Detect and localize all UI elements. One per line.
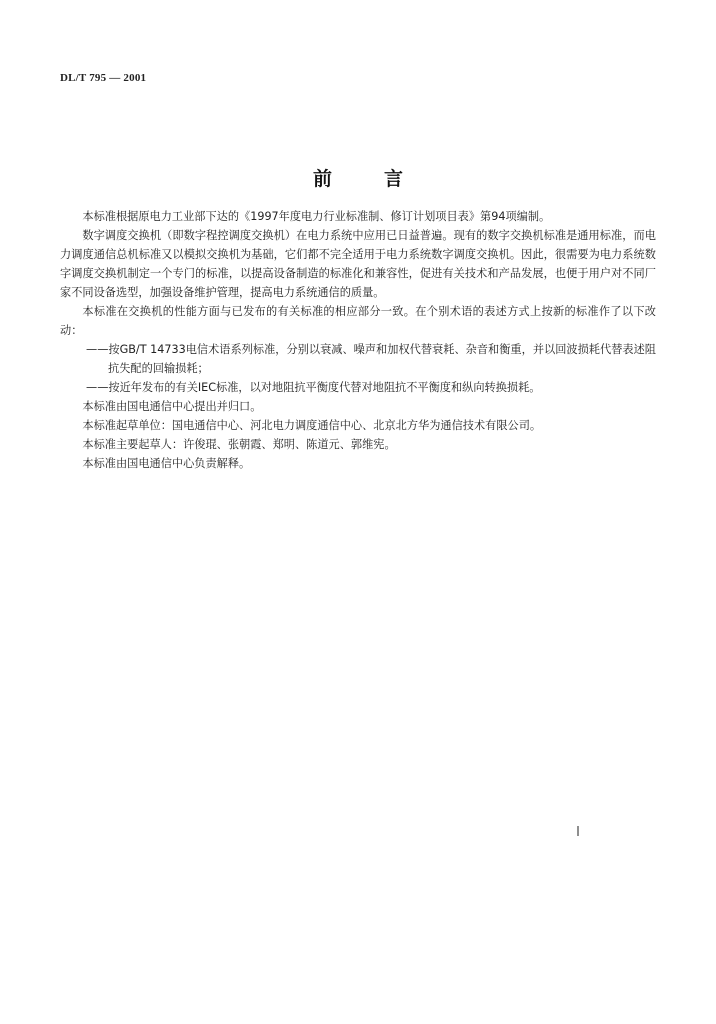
paragraph-background: 数字调度交换机（即数字程控调度交换机）在电力系统中应用已日益普遍。现有的数字交换机标准是通用标准，而电力调度通信总机标准又以模拟交换机为基础，它们都不完全适用于电力系统数字调度交换机。因此，很需要为电力系统数字调度交换机制定一个专门的标准，以提高设备制造的标准化和兼容性，促进有关技术和产品发展，也便于用户对不同厂家不同设备选型，加强设备维护管理，提高电力系统通信的质量。	[60, 229, 656, 299]
paragraph-proposer: 本标准由国电通信中心提出并归口。	[82, 400, 262, 413]
paragraph-interpretation: 本标准由国电通信中心负责解释。	[82, 457, 251, 470]
page-title: 前言	[312, 168, 455, 190]
scan-artifact	[577, 826, 579, 836]
change-item-iec: ——按近年发布的有关IEC标准，以对地阻抗平衡度代替对地阻抗不平衡度和纵向转换损耗。	[86, 381, 541, 394]
foreword-body	[60, 207, 656, 473]
paragraph-plan-origin: 本标准根据原电力工业部下达的《1997年度电力行业标准制、修订计划项目表》第94项编制。	[82, 210, 551, 223]
paragraph-drafters: 本标准主要起草人：许俊琨、张朝霞、郑明、陈道元、郭维宪。	[82, 438, 396, 451]
standard-code: DL/T 795 — 2001	[60, 72, 147, 84]
change-item-terminology: ——按GB/T 14733电信术语系列标准，分别以衰减、噪声和加权代替衰耗、杂音和衡重，并以回波损耗代替表述阻抗失配的回输损耗；	[86, 343, 656, 375]
paragraph-drafting-units: 本标准起草单位：国电通信中心、河北电力调度通信中心、北京北方华为通信技术有限公司。	[82, 419, 542, 432]
paragraph-consistency: 本标准在交换机的性能方面与已发布的有关标准的相应部分一致。在个别术语的表述方式上按新的标准作了以下改动：	[60, 305, 656, 337]
